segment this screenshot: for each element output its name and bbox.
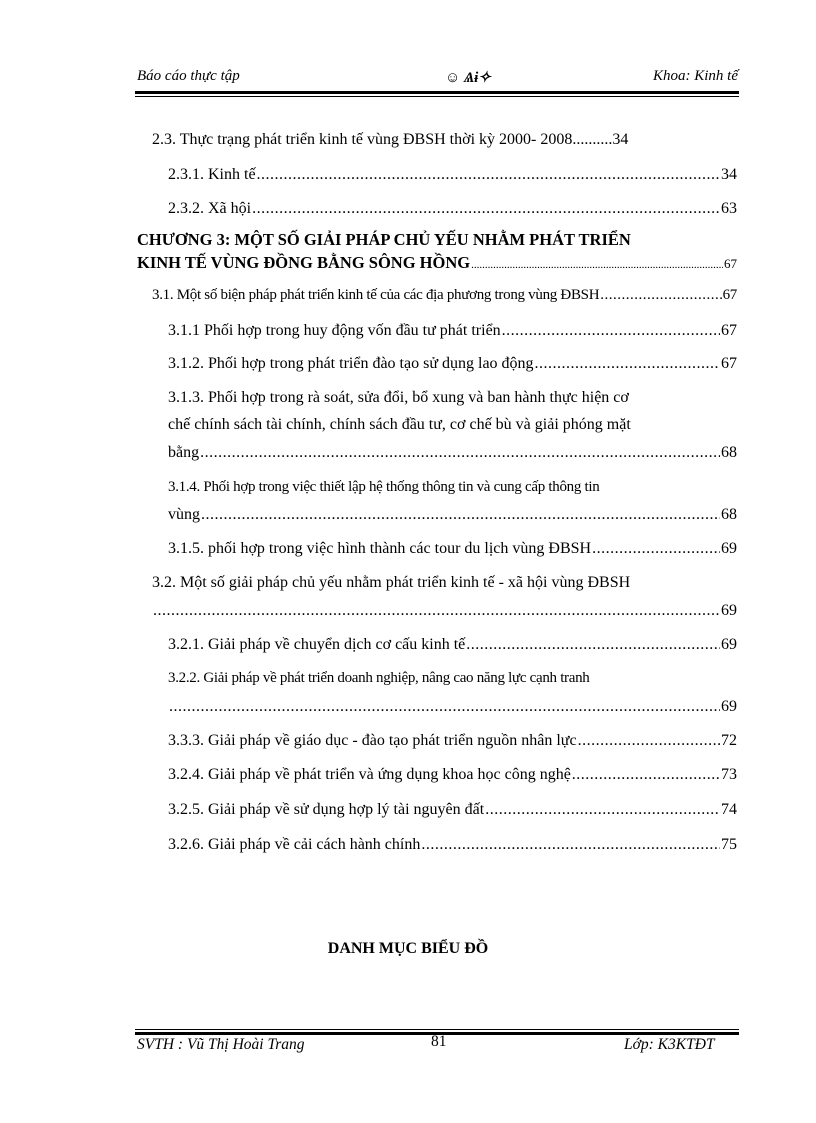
header-ornament: ☺ Ѧɨ✧ xyxy=(445,70,491,86)
toc-entry-page: 69 xyxy=(721,602,737,619)
toc-entry-dots xyxy=(572,766,720,784)
toc-entry-2-3-2[interactable] xyxy=(168,200,737,218)
toc-entry-3-1-5[interactable] xyxy=(168,540,737,558)
toc-entry-page: 69 xyxy=(721,698,737,715)
toc-entry-3-2-line1[interactable]: 3.2. Một số giải pháp chủ yếu nhằm phát triển kinh tế - xã hội vùng ĐBSH xyxy=(152,574,631,591)
header-faculty: Khoa: Kinh tế xyxy=(653,68,738,84)
toc-entry-dots xyxy=(502,322,720,340)
toc-entry-page: 73 xyxy=(721,766,737,783)
toc-entry-dots xyxy=(471,259,723,271)
toc-entry-dots xyxy=(252,200,720,218)
toc-entry-label: bằng xyxy=(168,444,200,461)
toc-entry-3-2-4[interactable] xyxy=(168,766,737,784)
toc-entry-label: 3.2.6. Giải pháp về cải cách hành chính xyxy=(168,836,421,853)
toc-entry-3-2-1[interactable] xyxy=(168,636,737,654)
toc-entry-3-1-1[interactable] xyxy=(168,322,737,340)
toc-entry-dots: .......... xyxy=(572,131,613,148)
toc-entry-3-2-line2[interactable] xyxy=(152,602,737,620)
toc-entry-2-3-1[interactable] xyxy=(168,166,737,184)
toc-entry-dots xyxy=(578,732,720,750)
toc-entry-dots xyxy=(201,506,720,524)
toc-entry-3-3-3[interactable] xyxy=(168,732,737,750)
toc-entry-dots xyxy=(592,540,720,558)
toc-entry-label: 3.1. Một số biện pháp phát triển kinh tế của các địa phương trong vùng ĐBSH xyxy=(152,287,600,303)
toc-entry-label: 3.1.1 Phối hợp trong huy động vốn đầu tư phát triển xyxy=(168,322,501,339)
toc-entry-dots xyxy=(153,602,720,620)
toc-entry-page: 67 xyxy=(722,287,737,303)
toc-entry-dots xyxy=(600,287,721,304)
toc-entry-page: 67 xyxy=(724,256,737,271)
toc-entry-3-1-4-line1[interactable]: 3.1.4. Phối hợp trong việc thiết lập hệ thống thông tin và cung cấp thông tin xyxy=(168,479,600,495)
toc-entry-3-1-2[interactable] xyxy=(168,355,737,373)
toc-entry-3-2-5[interactable] xyxy=(168,801,737,819)
header-rule-thick xyxy=(135,91,739,94)
toc-entry-label: 3.3.3. Giải pháp về giáo dục - đào tạo phát triển nguồn nhân lực xyxy=(168,732,577,749)
toc-entry-3-1-3-line2[interactable]: chế chính sách tài chính, chính sách đầu tư, cơ chế bù và giải phóng mặt xyxy=(168,416,631,433)
toc-entry-label: 2.3.1. Kinh tế xyxy=(168,166,256,183)
toc-entry-3-2-6[interactable] xyxy=(168,836,737,854)
toc-entry-page: 67 xyxy=(721,355,737,372)
toc-entry-page: 34 xyxy=(612,131,629,148)
toc-entry-label: 3.2.4. Giải pháp về phát triển và ứng dụng khoa học công nghệ xyxy=(168,766,571,783)
footer-student-name: SVTH : Vũ Thị Hoài Trang xyxy=(137,1036,305,1053)
toc-chapter-label: KINH TẾ VÙNG ĐỒNG BẰNG SÔNG HỒNG xyxy=(137,253,471,272)
toc-entry-label: 3.2.5. Giải pháp về sử dụng hợp lý tài nguyên đất xyxy=(168,801,485,818)
toc-chapter-3-line2[interactable] xyxy=(137,253,737,273)
toc-entry-3-1-3-line3[interactable] xyxy=(168,444,737,462)
toc-entry-3-1-4-line2[interactable] xyxy=(168,506,737,524)
toc-entry-3-1[interactable] xyxy=(152,287,737,304)
toc-entry-dots xyxy=(257,166,720,184)
footer-class: Lớp: K3KTĐT xyxy=(624,1036,715,1053)
toc-entry-page: 68 xyxy=(721,506,737,523)
toc-entry-label: 3.1.5. phối hợp trong việc hình thành các tour du lịch vùng ĐBSH xyxy=(168,540,592,557)
page-header xyxy=(135,66,738,90)
toc-entry-page: 75 xyxy=(721,836,737,853)
toc-entry-page: 67 xyxy=(721,322,737,339)
toc-entry-page: 68 xyxy=(721,444,737,461)
header-rule-thin xyxy=(135,96,739,97)
toc-entry-dots xyxy=(421,836,720,854)
toc-entry-page: 69 xyxy=(721,540,737,557)
toc-entry-page: 74 xyxy=(721,801,737,818)
toc-entry-page: 63 xyxy=(721,200,737,217)
toc-entry-dots xyxy=(169,698,720,716)
toc-entry-label: vùng xyxy=(168,506,200,523)
toc-entry-dots xyxy=(200,444,720,462)
toc-entry-2-3[interactable] xyxy=(152,131,737,149)
toc-chapter-3-line1[interactable]: CHƯƠNG 3: MỘT SỐ GIẢI PHÁP CHỦ YẾU NHẰM PHÁT TRIỂN xyxy=(137,230,631,249)
footer-rule-thin xyxy=(135,1029,739,1030)
toc-entry-dots xyxy=(485,801,720,819)
toc-entry-dots xyxy=(535,355,720,373)
toc-entry-page: 72 xyxy=(721,732,737,749)
toc-entry-3-2-2-line1[interactable]: 3.2.2. Giải pháp về phát triển doanh nghiệp, nâng cao năng lực cạnh tranh xyxy=(168,670,590,686)
footer-page-number: 81 xyxy=(431,1033,447,1050)
toc-entry-3-1-3-line1[interactable]: 3.1.3. Phối hợp trong rà soát, sửa đổi, bổ xung và ban hành thực hiện cơ xyxy=(168,389,629,406)
toc-entry-label: 2.3.2. Xã hội xyxy=(168,200,252,217)
header-report-title: Báo cáo thực tập xyxy=(137,68,240,84)
toc-entry-3-2-2-line2[interactable] xyxy=(168,698,737,716)
section-title-chart-list: DANH MỤC BIỂU ĐỒ xyxy=(327,940,489,957)
toc-entry-label: 3.1.2. Phối hợp trong phát triển đào tạo sử dụng lao động xyxy=(168,355,534,372)
toc-entry-dots xyxy=(466,636,720,654)
toc-entry-page: 34 xyxy=(721,166,737,183)
toc-entry-label: 2.3. Thực trạng phát triển kinh tế vùng ĐBSH thời kỳ 2000- 2008 xyxy=(152,131,573,148)
toc-entry-label: 3.2.1. Giải pháp về chuyển dịch cơ cấu kinh tế xyxy=(168,636,466,653)
toc-entry-page: 69 xyxy=(721,636,737,653)
